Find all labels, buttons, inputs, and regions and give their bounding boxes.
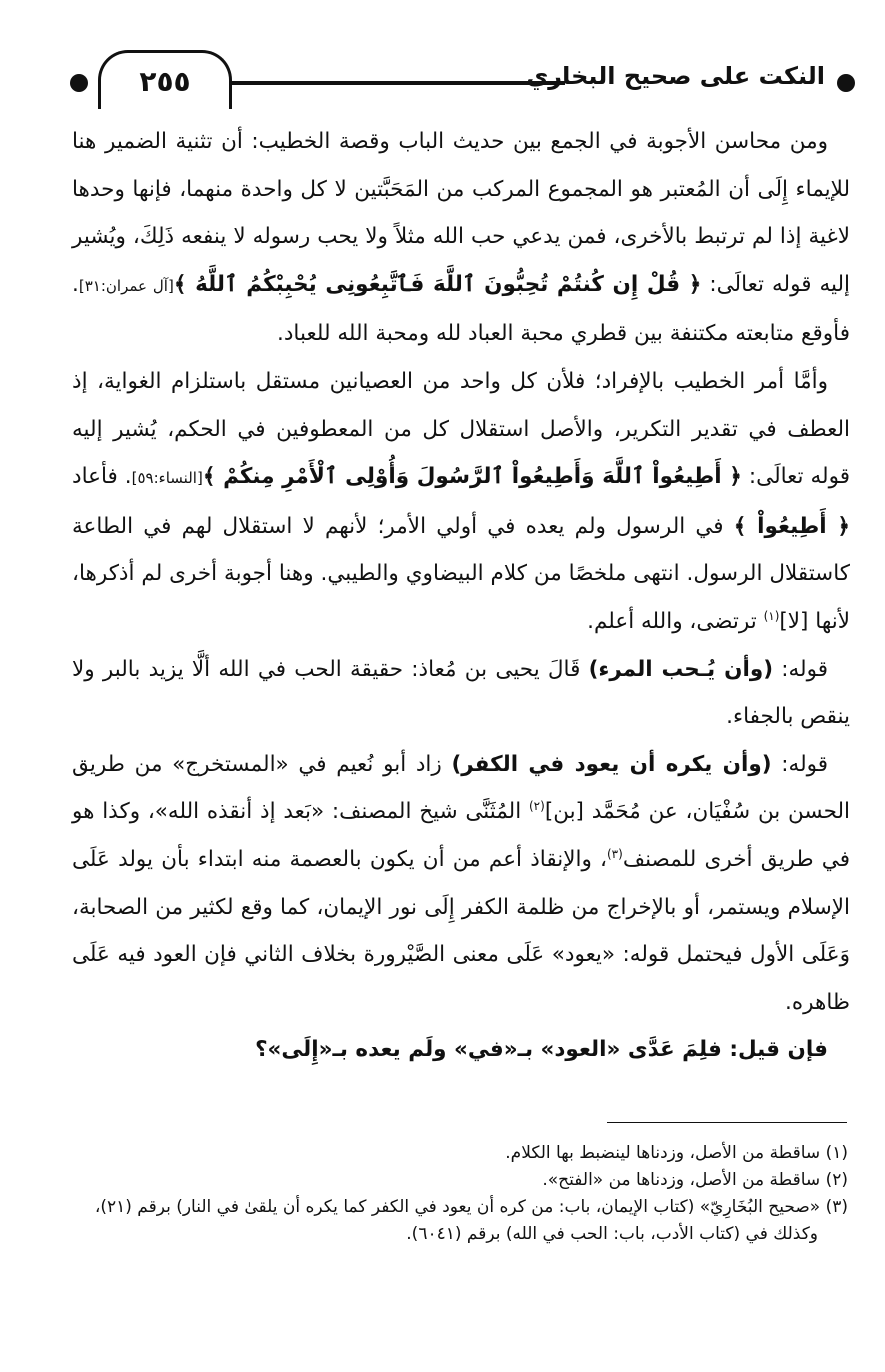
paragraph-2-text-c: في الرسول ولم يعده في أولي الأمر؛ لأنهم لا استقلال لهم في الطاعة كاستقلال الرسول. انتهى ملخصًا من كلام البيضاوي والطيبي. وهنا أجوبة أخرى لم أذكرها، لأنها [لا] <box>72 513 850 634</box>
quran-reference-1: [آل عمران:٣١] <box>78 276 174 295</box>
header-dot-left-icon <box>70 74 88 92</box>
quran-quote-1: ﴿ قُلْ إِن كُنتُمْ تُحِبُّونَ ٱللَّهَ فَٱتَّبِعُونِى يُحْبِبْكُمُ ٱللَّهُ ﴾ <box>173 271 702 297</box>
paragraph-4-text-c: ، والإنقاذ أعم من أن يكون بالعصمة منه ابتداء بأن يولد عَلَى الإسلام ويستمر، أو بالإخراج من ظلمة الكفر إِلَى نور الإيمان، كما وقع لكثير من الصحابة، وَعَلَى الأول فيحتمل قوله: «يعود» عَلَى معنى الصَّيْرورة بخلاف الثاني فإن العود فيه عَلَى ظاهره. <box>72 846 850 1015</box>
quran-quote-2: ﴿ أَطِيعُواْ ٱللَّهَ وَأَطِيعُواْ ٱلرَّسُولَ وَأُوْلِى ٱلْأَمْرِ مِنكُمْ ﴾ <box>202 464 742 490</box>
header-dot-right-icon <box>837 74 855 92</box>
page-header <box>70 50 855 110</box>
quran-reference-2: [النساء:٥٩] <box>131 469 203 488</box>
paragraph-3 <box>72 646 850 741</box>
paragraph-4-text-a: زاد أبو نُعيم في «المستخرج» من طريق الحسن بن سُفْيَان، عن مُحَمَّد [بن] <box>72 751 851 825</box>
paragraph-2 <box>72 358 850 646</box>
paragraph-1-text-b: . فأوقع متابعته مكتنفة بين قطري محبة العباد لله ومحبة الله للعباد. <box>72 271 850 347</box>
footnote-separator <box>607 1122 847 1123</box>
footnote-marker-1[interactable]: (١) <box>763 608 780 623</box>
paragraph-3-label: قوله: <box>773 656 828 682</box>
paragraph-4-text-b: المُثَنَّى شيخ المصنف: «بَعد إذ أنقذه الله»، وكذا هو في طريق أخرى للمصنف <box>72 799 850 872</box>
paragraph-2-text-a: وأمَّا أمر الخطيب بالإفراد؛ فلأن كل واحد من العصيانين مستقل باستلزام الغواية، إذ العطف في تقدير التكرير، والأصل استقلال كل من المعطوفين في الحكم، يُشير إليه قوله تعالَى: <box>72 368 850 490</box>
paragraph-4-lemma: (وأن يكره أن يعود في الكفر) <box>451 751 772 777</box>
paragraph-4 <box>72 741 850 1027</box>
running-title: النكت على صحيح البخاري <box>526 62 825 90</box>
paragraph-3-text: قَالَ يحيى بن مُعاذ: حقيقة الحب في الله ألَّا يزيد بالبر ولا ينقص بالجفاء. <box>72 656 850 730</box>
page-number: ٢٥٥ <box>98 50 232 109</box>
footnotes <box>72 1140 848 1248</box>
paragraph-2-text-d: ترتضى، والله أعلم. <box>587 608 764 634</box>
footnote-1: (١) ساقطة من الأصل، وزدناها لينضبط بها الكلام. <box>505 1143 848 1163</box>
body-text <box>72 118 850 1074</box>
footnote-marker-3[interactable]: (٣) <box>606 846 623 861</box>
footnote-marker-2[interactable]: (٢) <box>528 799 545 814</box>
paragraph-4-label: قوله: <box>771 751 829 777</box>
paragraph-5: فإن قيل: فلِمَ عَدَّى «العود» بـ«في» ولَم يعده بـ«إِلَى»؟ <box>255 1037 828 1063</box>
paragraph-3-lemma: (وأن يُـحب المرء) <box>588 656 774 682</box>
quran-quote-3: ﴿ أَطِيعُواْ ﴾ <box>733 513 850 539</box>
footnote-3: (٣) «صحيح البُخَارِيّ» (كتاب الإيمان، باب: من كره أن يعود في الكفر كما يكره أن يلقىٰ في النار) برقم (٢١)، وكذلك في (كتاب الأدب، باب: الحب في الله) برقم (٦٠٤١). <box>94 1197 848 1244</box>
paragraph-2-text-b: . فأعاد <box>72 464 132 490</box>
paragraph-1 <box>72 118 850 358</box>
footnote-2: (٢) ساقطة من الأصل، وزدناها من «الفتح». <box>542 1170 848 1190</box>
paragraph-1-text-a: ومن محاسن الأجوبة في الجمع بين حديث الباب وقصة الخطيب: أن تثنية الضمير هنا للإيماء إِلَى أن المُعتبر هو المجموع المركب من المَحَبَّتين لا كل واحدة منهما، فإنها وحدها لاغية إذا لم ترتبط بالأخرى، فمن يدعي حب الله مثلاً ولا يحب رسوله لا ينفعه ذَلِكَ، ويُشير إليه قوله تعالَى: <box>72 129 851 297</box>
